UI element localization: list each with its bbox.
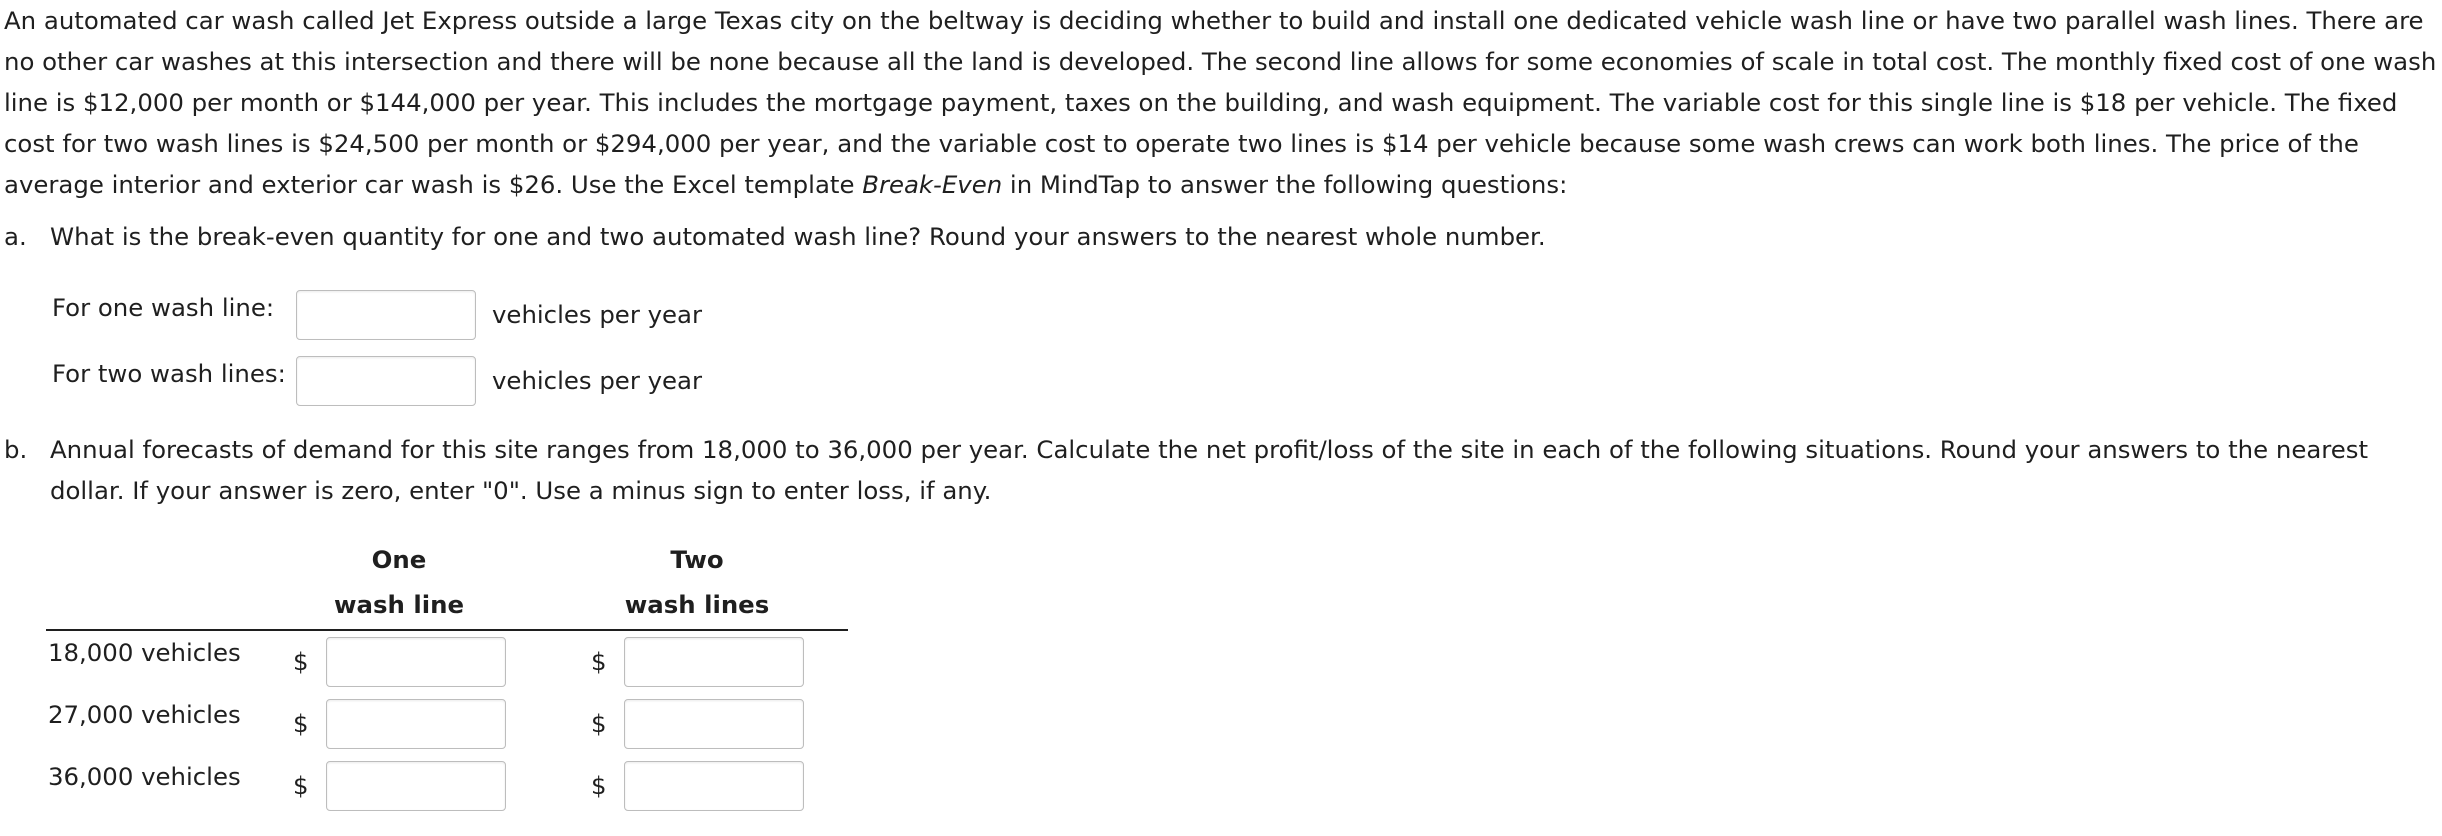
two-lines-label: For two wash lines: [52, 359, 286, 388]
profit-36000-one-line-input[interactable] [326, 761, 506, 811]
col-two-line1: Two [670, 545, 724, 574]
problem-text-end: in MindTap to answer the following questions: [1002, 170, 1568, 199]
row-18000-two-dollar: $ [591, 647, 607, 676]
profit-27000-two-lines-input[interactable] [624, 699, 804, 749]
profit-18000-two-lines-input[interactable] [624, 637, 804, 687]
problem-statement [4, 0, 2442, 205]
row-18000-label: 18,000 vehicles [48, 638, 241, 667]
part-b-text: Annual forecasts of demand for this site ranges from 18,000 to 36,000 per year. Calculate the net profit/loss of the site in each of the following situations. Round your answers to the nearest dollar. If your answer is zero, enter "0". Use a minus sign to enter loss, if any. [50, 435, 2369, 505]
part-b-question [4, 429, 2442, 513]
row-36000-label: 36,000 vehicles [48, 762, 241, 791]
one-line-unit: vehicles per year [492, 300, 703, 329]
part-a-question [4, 216, 2442, 257]
row-27000-one-dollar: $ [293, 709, 309, 738]
problem-text: An automated car wash called Jet Express outside a large Texas city on the beltway is deciding whether to build and install one dedicated vehicle wash line or have two parallel wash lines. There are no other car washes at this intersection and there will be none because all the land is developed. The second line allows for some economies of scale in total cost. The monthly fixed cost of one wash line is $12,000 per month or $144,000 per year. This includes the mortgage payment, taxes on the building, and wash equipment. The variable cost for this single line is $18 per vehicle. The fixed cost for two wash lines is $24,500 per month or $294,000 per year, and the variable cost to operate two lines is $14 per vehicle because some wash crews can work both lines. The price of the average interior and exterior car wash is $26. Use the Excel template [4, 6, 2437, 199]
one-line-breakeven-input[interactable] [296, 290, 476, 340]
one-line-label: For one wash line: [52, 293, 275, 322]
part-a-letter: a. [4, 222, 27, 251]
part-a-text: What is the break-even quantity for one and two automated wash line? Round your answers to the nearest whole number. [50, 222, 1546, 251]
profit-36000-two-lines-input[interactable] [624, 761, 804, 811]
template-name: Break-Even [862, 170, 1003, 199]
two-lines-breakeven-input[interactable] [296, 356, 476, 406]
row-27000-label: 27,000 vehicles [48, 700, 241, 729]
profit-18000-one-line-input[interactable] [326, 637, 506, 687]
row-27000-two-dollar: $ [591, 709, 607, 738]
row-18000-one-dollar: $ [293, 647, 309, 676]
two-lines-unit: vehicles per year [492, 366, 703, 395]
row-36000-one-dollar: $ [293, 771, 309, 800]
table-header-rule [46, 629, 848, 631]
col-one-line1: One [371, 545, 427, 574]
part-b-letter: b. [4, 435, 28, 464]
row-36000-two-dollar: $ [591, 771, 607, 800]
col-one-line2: wash line [334, 590, 464, 619]
col-two-line2: wash lines [624, 590, 770, 619]
profit-27000-one-line-input[interactable] [326, 699, 506, 749]
